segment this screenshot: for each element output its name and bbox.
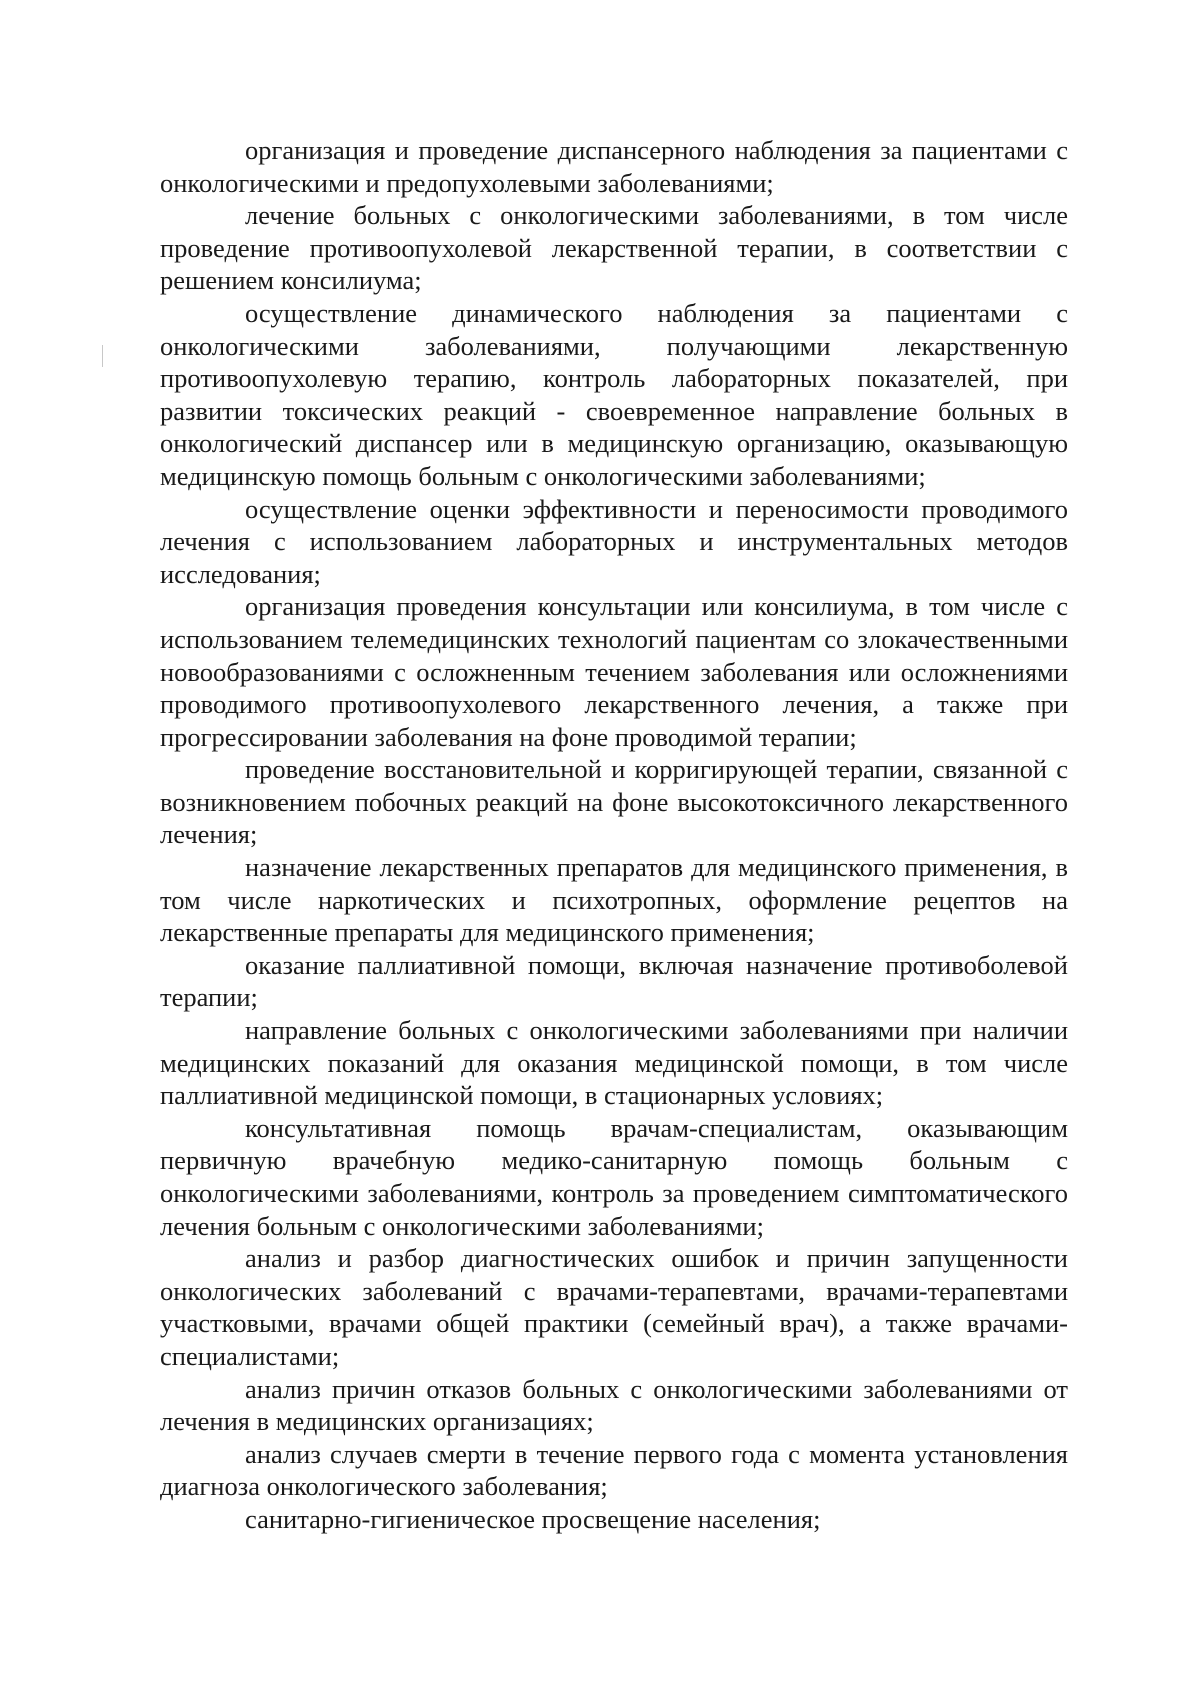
paragraph-efficacy-assessment: осуществление оценки эффективности и переносимости проводимого лечения с использованием лабораторных и инструментальных методов исследования; [160,493,1068,589]
paragraph-advisory-help: консультативная помощь врачам-специалистам, оказывающим первичную врачебную медико-санитарную помощь больным с онкологическими заболеваниями, контроль за проведением симптоматического лечения больным с онкологическими заболеваниями; [160,1112,1068,1241]
paragraph-mortality-analysis: анализ случаев смерти в течение первого года с момента установления диагноза онкологического заболевания; [160,1438,1068,1502]
paragraph-health-education: санитарно-гигиеническое просвещение населения; [245,1503,821,1534]
paragraph-dynamic-observation: осуществление динамического наблюдения за пациентами с онкологическими заболеваниями, получающими лекарственную противоопухолевую терапию, контроль лабораторных показателей, при развитии токсических реакций - своевременное направление больных в онкологический диспансер или в медицинскую организацию, оказывающую медицинскую помощь больным с онкологическими заболеваниями; [160,297,1068,491]
paragraph-consultation: организация проведения консультации или консилиума, в том числе с использованием телемедицинских технологий пациентам со злокачественными новообразованиями с осложненным течением заболевания или осложнениями проводимого противоопухолевого лекарственного лечения, а также при прогрессировании заболевания на фоне проводимой терапии; [160,591,1068,752]
paragraph-dispensary-observation: организация и проведение диспансерного наблюдения за пациентами с онкологическими и предопухолевыми заболеваниями; [160,135,1068,198]
paragraph-restorative-therapy: проведение восстановительной и корригирующей терапии, связанной с возникновением побочных реакций на фоне высокотоксичного лекарственного лечения; [160,754,1068,850]
paragraph-refusal-analysis: анализ причин отказов больных с онкологическими заболеваниями от лечения в медицинских организациях; [160,1373,1068,1437]
paragraph-error-analysis: анализ и разбор диагностических ошибок и причин запущенности онкологических заболеваний с врачами-терапевтами, врачами-терапевтами участковыми, врачами общей практики (семейный врач), а также врачами-специалистами; [160,1243,1068,1371]
paragraph-palliative-care: оказание паллиативной помощи, включая назначение противоболевой терапии; [160,949,1068,1013]
paragraph-prescription: назначение лекарственных препаратов для медицинского применения, в том числе наркотических и психотропных, оформление рецептов на лекарственные препараты для медицинского применения; [160,852,1068,948]
scan-artifact [102,345,103,367]
paragraph-referral: направление больных с онкологическими заболеваниями при наличии медицинских показаний для оказания медицинской помощи, в том числе паллиативной медицинской помощи, в стационарных условиях; [160,1015,1068,1111]
document-body [160,134,1068,1536]
paragraph-treatment: лечение больных с онкологическими заболеваниями, в том числе проведение противоопухолевой лекарственной терапии, в соответствии с решением консилиума; [160,200,1068,296]
